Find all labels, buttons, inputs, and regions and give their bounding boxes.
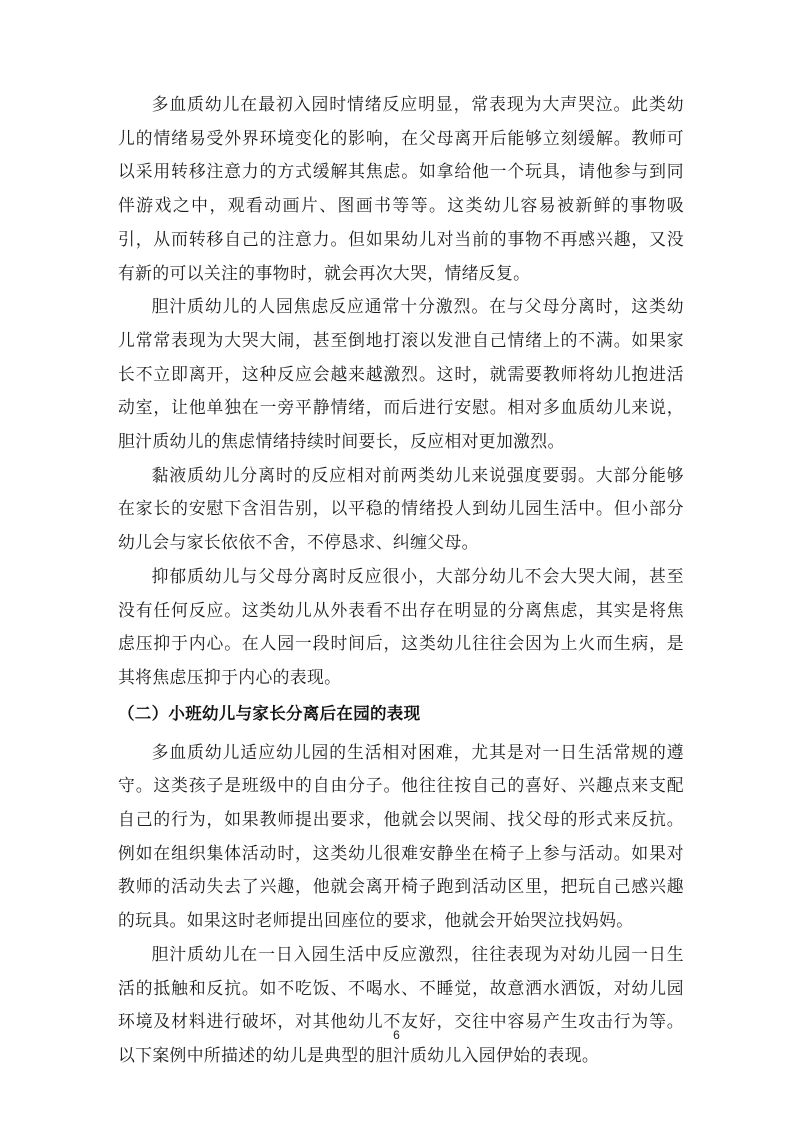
paragraph-choleric-entry: 胆汁质幼儿的人园焦虑反应通常十分激烈。在与父母分离时，这类幼儿常常表现为大哭大闹，甚至倒地打滚以发泄自己情绪上的不满。如果家长不立即离开，这种反应会越来越激烈。这时，就需要教师将幼儿抱进活动室，让他单独在一旁平静情绪，而后进行安慰。相对多血质幼儿来说，胆汁质幼儿的焦虑情绪持续时间要长，反应相对更加激烈。: [118, 296, 684, 452]
document-body: [118, 88, 684, 1073]
page-number: 6: [393, 1028, 400, 1042]
paragraph-melancholic-entry: 抑郁质幼儿与父母分离时反应很小，大部分幼儿不会大哭大闹，甚至没有任何反应。这类幼儿从外表看不出存在明显的分离焦虑，其实是将焦虑压抑于内心。在人园一段时间后，这类幼儿往往会因为上火而生病，是其将焦虑压抑于内心的表现。: [118, 565, 684, 687]
paragraph-phlegmatic-entry: 黏液质幼儿分离时的反应相对前两类幼儿来说强度要弱。大部分能够在家长的安慰下含泪告别，以平稳的情绪投人到幼儿园生活中。但小部分幼儿会与家长依依不舍，不停恳求、纠缠父母。: [118, 464, 684, 553]
paragraph-sanguine-in-class: 多血质幼儿适应幼儿园的生活相对困难，尤其是对一日生活常规的遵守。这类孩子是班级中的自由分子。他往往按自己的喜好、兴趣点来支配自己的行为，如果教师提出要求，他就会以哭闹、找父母的形式来反抗。例如在组织集体活动时，这类幼儿很难安静坐在椅子上参与活动。如果对教师的活动失去了兴趣，他就会离开椅子跑到活动区里，把玩自己感兴趣的玩具。如果这时老师提出回座位的要求，他就会开始哭泣找妈妈。: [118, 741, 684, 931]
paragraph-sanguine-entry: 多血质幼儿在最初入园时情绪反应明显，常表现为大声哭泣。此类幼儿的情绪易受外界环境变化的影响，在父母离开后能够立刻缓解。教师可以采用转移注意力的方式缓解其焦虑。如拿给他一个玩具，请他参与到同伴游戏之中，观看动画片、图画书等等。这类幼儿容易被新鲜的事物吸引，从而转移自己的注意力。但如果幼儿对当前的事物不再感兴趣，又没有新的可以关注的事物时，就会再次大哭，情绪反复。: [118, 94, 684, 283]
paragraph-choleric-in-class: 胆汁质幼儿在一日入园生活中反应激烈，往往表现为对幼儿园一日生活的抵触和反抗。如不吃饭、不喝水、不睡觉，故意洒水洒饭，对幼儿园环境及材料进行破坏，对其他幼儿不友好，交往中容易产生攻击行为等。以下案例中所描述的幼儿是典型的胆汁质幼儿入园伊始的表现。: [118, 943, 684, 1065]
section-heading: （二）小班幼儿与家长分离后在园的表现: [118, 703, 421, 723]
